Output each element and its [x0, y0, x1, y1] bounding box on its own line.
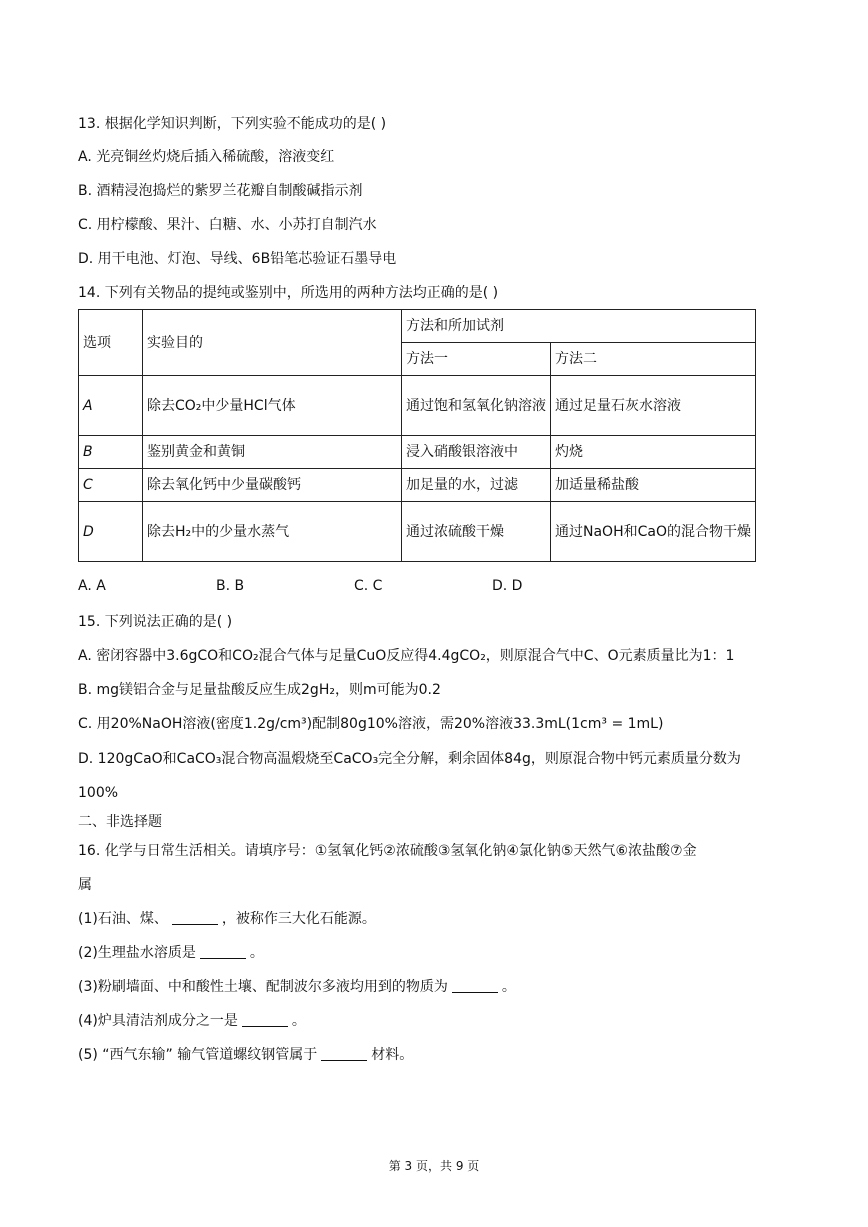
header-method-group: 方法和所加试剂: [402, 310, 756, 343]
row-method2: 通过NaOH和CaO的混合物干燥: [551, 502, 756, 562]
row-purpose: 鉴别黄金和黄铜: [143, 436, 402, 469]
section-heading: 二、非选择题: [78, 814, 162, 830]
q14-stem: 14. 下列有关物品的提纯或鉴别中，所选用的两种方法均正确的是( ): [78, 285, 499, 301]
q14-table: [78, 309, 756, 562]
table-row: [79, 436, 756, 469]
q16-item-4: [78, 1011, 306, 1031]
row-option: D: [79, 502, 143, 562]
q14-choice-a: A. A: [78, 578, 106, 594]
table-row: [79, 376, 756, 436]
row-method1: 浸入硝酸银溶液中: [402, 436, 551, 469]
row-method1: 通过浓硫酸干燥: [402, 502, 551, 562]
q16-item-5-text: (5) “西气东输” 输气管道螺纹钢管属于: [78, 1047, 318, 1063]
q15-option-a: A. 密闭容器中3.6gCO和CO₂混合气体与足量CuO反应得4.4gCO₂，则原混合气中C、O元素质量比为1：1: [78, 648, 735, 664]
q15-stem: 15. 下列说法正确的是( ): [78, 614, 233, 630]
row-method2: 通过足量石灰水溶液: [551, 376, 756, 436]
q16-item-1: [78, 909, 376, 929]
q16-stem-cont: 属: [78, 877, 92, 893]
row-method2: 灼烧: [551, 436, 756, 469]
row-purpose: 除去CO₂中少量HCl气体: [143, 376, 402, 436]
row-option: A: [79, 376, 143, 436]
row-purpose: 除去H₂中的少量水蒸气: [143, 502, 402, 562]
q14-choices: [78, 578, 778, 594]
row-option: B: [79, 436, 143, 469]
q13-option-a: A. 光亮铜丝灼烧后插入稀硫酸，溶液变红: [78, 149, 335, 165]
row-method1: 加足量的水，过滤: [402, 469, 551, 502]
q13-option-d: D. 用干电池、灯泡、导线、6B铅笔芯验证石墨导电: [78, 251, 397, 267]
q16-item-2-tail: 。: [249, 945, 264, 961]
answer-blank[interactable]: [172, 910, 218, 925]
answer-blank[interactable]: [200, 944, 246, 959]
q14-choice-d: D. D: [492, 578, 523, 594]
q16-item-3: [78, 977, 516, 997]
q16-item-3-tail: 。: [501, 979, 516, 995]
q15-option-c: C. 用20%NaOH溶液(密度1.2g/cm³)配制80g10%溶液，需20%溶液33.3mL(1cm³ = 1mL): [78, 716, 664, 732]
table-row: [79, 502, 756, 562]
q14-choice-b: B. B: [216, 578, 245, 594]
q16-item-4-text: (4)炉具清洁剂成分之一是: [78, 1013, 238, 1029]
table-row: [79, 469, 756, 502]
q16-item-4-tail: 。: [291, 1013, 306, 1029]
q15-option-d-cont: 100%: [78, 785, 119, 801]
q13-option-c: C. 用柠檬酸、果汁、白糖、水、小苏打自制汽水: [78, 217, 377, 233]
q15-option-d: D. 120gCaO和CaCO₃混合物高温煅烧至CaCO₃完全分解，剩余固体84g，则原混合物中钙元素质量分数为: [78, 751, 741, 767]
q14-choice-c: C. C: [354, 578, 383, 594]
q13-stem: 13. 根据化学知识判断，下列实验不能成功的是( ): [78, 116, 387, 132]
q16-item-2-text: (2)生理盐水溶质是: [78, 945, 196, 961]
q16-item-5: [78, 1045, 413, 1065]
row-method1: 通过饱和氢氧化钠溶液: [402, 376, 551, 436]
header-method2: 方法二: [551, 343, 756, 376]
header-purpose: 实验目的: [143, 310, 402, 376]
header-option: 选项: [79, 310, 143, 376]
q16-item-2: [78, 943, 264, 963]
row-option: C: [79, 469, 143, 502]
header-method1: 方法一: [402, 343, 551, 376]
answer-blank[interactable]: [452, 978, 498, 993]
q13-option-b: B. 酒精浸泡捣烂的紫罗兰花瓣自制酸碱指示剂: [78, 183, 363, 199]
page-footer: 第 3 页，共 9 页: [388, 1159, 480, 1173]
answer-blank[interactable]: [242, 1012, 288, 1027]
answer-blank[interactable]: [321, 1046, 367, 1061]
row-method2: 加适量稀盐酸: [551, 469, 756, 502]
q16-item-3-text: (3)粉刷墙面、中和酸性土壤、配制波尔多液均用到的物质为: [78, 979, 448, 995]
q15-option-b: B. mg镁铝合金与足量盐酸反应生成2gH₂，则m可能为0.2: [78, 682, 441, 698]
q16-item-5-tail: 材料。: [371, 1047, 414, 1063]
q16-item-1-text: (1)石油、煤、: [78, 911, 168, 927]
q16-item-1-tail: ，被称作三大化石能源。: [221, 911, 376, 927]
row-purpose: 除去氧化钙中少量碳酸钙: [143, 469, 402, 502]
q16-stem: 16. 化学与日常生活相关。请填序号：①氢氧化钙②浓硫酸③氢氧化钠④氯化钠⑤天然气⑥浓盐酸⑦金: [78, 843, 697, 859]
